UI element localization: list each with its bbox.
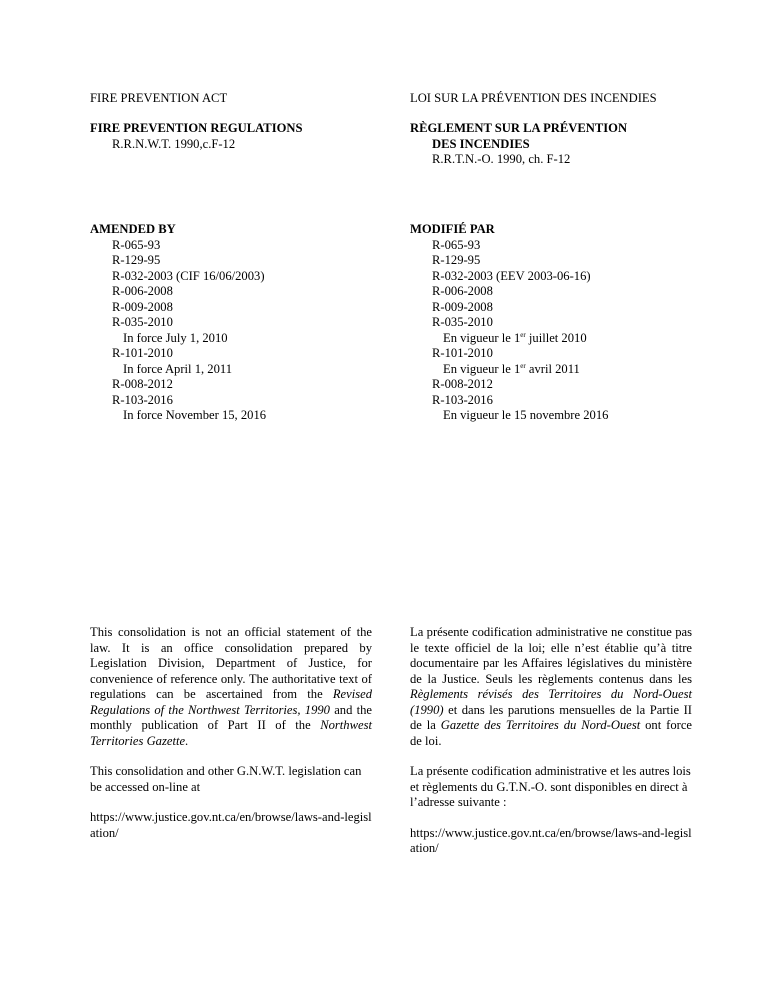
consolidation-note-fr bbox=[410, 625, 692, 872]
amendment-item: R-009-2008 bbox=[432, 299, 493, 314]
regulation-name-fr: RÈGLEMENT SUR LA PRÉVENTION bbox=[410, 121, 628, 135]
act-title-fr: LOI SUR LA PRÉVENTION DES INCENDIES bbox=[410, 91, 657, 105]
amendment-item: R-129-95 bbox=[432, 253, 481, 267]
amendment-item: R-129-95 bbox=[112, 253, 161, 267]
amendment-in-force: En vigueur le 1er avril 2011 bbox=[443, 361, 580, 376]
legislation-url-fr[interactable]: https://www.justice.gov.nt.ca/en/browse/laws-and-legislation/ bbox=[410, 825, 692, 855]
amended-by-heading: AMENDED BY bbox=[90, 222, 176, 236]
amendment-in-force: In force July 1, 2010 bbox=[123, 330, 228, 345]
amendment-in-force: En vigueur le 1er juillet 2010 bbox=[443, 330, 587, 345]
amendment-item: R-009-2008 bbox=[112, 299, 173, 314]
regulation-citation-en: R.R.N.W.T. 1990,c.F-12 bbox=[112, 136, 236, 151]
regulation-name-fr-cont: DES INCENDIES bbox=[432, 136, 530, 151]
amendment-item: R-103-2016 bbox=[112, 392, 173, 407]
amendment-item: R-008-2012 bbox=[112, 377, 173, 391]
online-access-note-en: This consolidation and other G.N.W.T. legislation can be accessed on-line at bbox=[90, 764, 362, 794]
online-access-note-fr: La présente codification administrative et les autres lois et règlements du G.T.N.-O. sont disponibles en direct à l’adresse suivante : bbox=[410, 764, 691, 809]
amendment-item: R-006-2008 bbox=[432, 284, 493, 298]
amendment-item: R-035-2010 bbox=[112, 315, 173, 329]
amendment-in-force: In force November 15, 2016 bbox=[123, 408, 267, 422]
legislation-url-en[interactable]: https://www.justice.gov.nt.ca/en/browse/laws-and-legislation/ bbox=[90, 810, 372, 840]
amendment-item: R-065-93 bbox=[432, 237, 481, 252]
amendment-item: R-103-2016 bbox=[432, 392, 493, 407]
amendment-item: R-101-2010 bbox=[432, 346, 493, 360]
amendment-item: R-101-2010 bbox=[112, 346, 173, 360]
amendment-in-force: En vigueur le 15 novembre 2016 bbox=[443, 408, 609, 422]
regulation-name-en: FIRE PREVENTION REGULATIONS bbox=[90, 121, 303, 135]
amended-by-section-en bbox=[90, 222, 372, 424]
amended-by-section-fr bbox=[410, 222, 692, 424]
consolidation-note-en bbox=[90, 625, 372, 856]
consolidation-disclaimer-en: This consolidation is not an official statement of the law. It is an office consolidation prepared by Legislation Division, Department of Justice, for convenience of reference only. The authoritative text of regulations can be ascertained from the Revised Regulations of the Northwest Territories, 1990 and the monthly publication of Part II of the Northwest Territories Gazette. bbox=[90, 625, 372, 748]
regulation-title-en bbox=[90, 121, 372, 152]
amendment-in-force: In force April 1, 2011 bbox=[123, 361, 233, 376]
modifie-par-heading: MODIFIÉ PAR bbox=[410, 222, 495, 236]
amendment-item: R-008-2012 bbox=[432, 377, 493, 391]
amendment-item: R-035-2010 bbox=[432, 315, 493, 329]
amendment-item: R-032-2003 (EEV 2003-06-16) bbox=[432, 268, 591, 283]
regulation-title-fr bbox=[410, 121, 692, 168]
act-title-en: FIRE PREVENTION ACT bbox=[90, 91, 228, 105]
amendment-item: R-032-2003 (CIF 16/06/2003) bbox=[112, 268, 265, 283]
amendment-item: R-006-2008 bbox=[112, 284, 173, 298]
consolidation-disclaimer-fr: La présente codification administrative ne constitue pas le texte officiel de la loi; elle n’est établie qu’à titre documentaire par les Affaires législatives du ministère de la Justice. Seuls les règlements contenus dans les Règlements révisés des Territoires du Nord-Ouest (1990) et dans les parutions mensuelles de la Partie II de la Gazette des Territoires du Nord-Ouest ont force de loi. bbox=[410, 625, 692, 748]
regulation-citation-fr: R.R.T.N.-O. 1990, ch. F-12 bbox=[432, 152, 571, 166]
amendment-item: R-065-93 bbox=[112, 237, 161, 252]
